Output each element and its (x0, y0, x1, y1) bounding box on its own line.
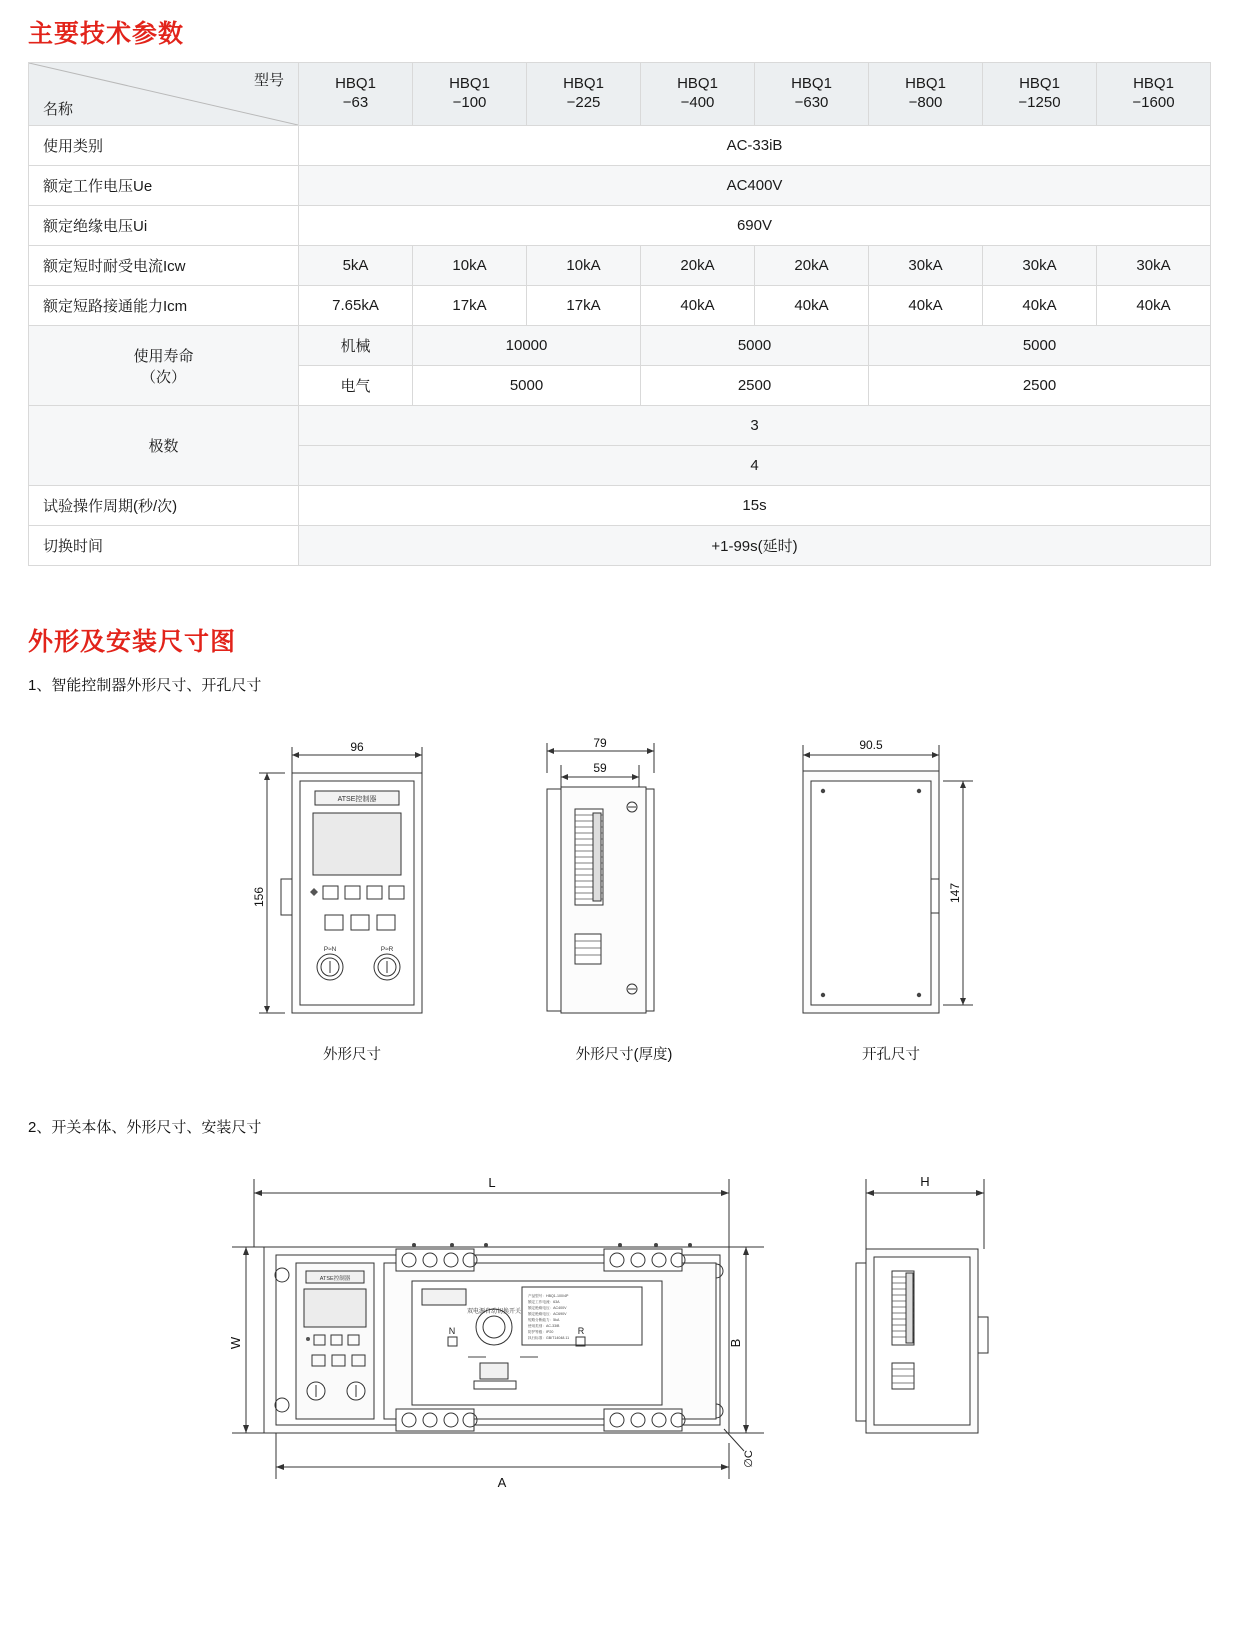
life-label-line1: 使用寿命 (133, 347, 194, 365)
header-corner-cell (29, 63, 299, 126)
row-value: 30kA (869, 246, 983, 286)
model-header-cell (527, 63, 641, 126)
svg-text:产品型号：HBQ1-100/4P: 产品型号：HBQ1-100/4P (528, 1294, 569, 1298)
row-value: 40kA (1097, 286, 1211, 326)
front-height-dim: 156 (252, 886, 266, 908)
diagonal-split-cell (29, 63, 298, 125)
subtitle-switch-dimensions: 2、开关本体、外形尺寸、安装尺寸 (28, 1119, 262, 1136)
model-top: HBQ1 (791, 75, 832, 93)
life-mech-value: 5000 (641, 326, 869, 366)
model-top: HBQ1 (905, 75, 946, 93)
row-value-span: +1-99s(延时) (299, 526, 1211, 566)
poles-value: 4 (299, 446, 1211, 486)
side-outer-dim: 79 (593, 736, 607, 750)
cutout-width-dim: 90.5 (859, 738, 883, 752)
model-bot: −630 (794, 94, 829, 111)
row-value-span: AC-33iB (299, 126, 1211, 166)
header-model-label: 型号 (253, 72, 284, 89)
switch-front-svg (224, 1167, 784, 1497)
page-root (0, 14, 1238, 1537)
row-label: 额定短时耐受电流Icw (29, 246, 299, 286)
model-top: HBQ1 (677, 75, 718, 93)
page-title-dimensions: 外形及安装尺寸图 (28, 628, 237, 656)
table-row (29, 486, 1211, 526)
row-value-span: 690V (299, 206, 1211, 246)
model-header-cell (1097, 63, 1211, 126)
dim-A: A (497, 1475, 507, 1490)
svg-text:额定绝缘电压：AC690V: 额定绝缘电压：AC690V (528, 1312, 567, 1316)
row-label: 试验操作周期(秒/次) (29, 486, 299, 526)
device-label: ATSE控制器 (337, 796, 377, 803)
model-top: HBQ1 (563, 75, 604, 93)
svg-text:额定工作电流：63A: 额定工作电流：63A (528, 1300, 560, 1304)
spec-table (28, 62, 1211, 566)
poles-label: 极数 (29, 406, 299, 486)
page-title-spec: 主要技术参数 (28, 20, 185, 48)
dim-H: H (920, 1174, 930, 1189)
life-elec-value: 2500 (641, 366, 869, 406)
dim-L: L (488, 1175, 496, 1190)
n-label: N (448, 1326, 456, 1336)
front-view-svg (237, 729, 467, 1029)
header-name-label: 名称 (43, 101, 74, 118)
model-top: HBQ1 (1019, 75, 1060, 93)
model-header-cell (755, 63, 869, 126)
row-value: 10kA (527, 246, 641, 286)
table-header-row (29, 63, 1211, 126)
row-value: 17kA (527, 286, 641, 326)
poles-value: 3 (299, 406, 1211, 446)
model-bot: −100 (452, 94, 487, 111)
svg-text:额定绝缘电压：AC400V: 额定绝缘电压：AC400V (528, 1306, 567, 1310)
model-bot: −63 (342, 94, 369, 111)
front-width-dim: 96 (350, 740, 364, 754)
table-row (29, 166, 1211, 206)
life-mech-label: 机械 (299, 326, 413, 366)
row-value: 10kA (413, 246, 527, 286)
model-top: HBQ1 (449, 75, 490, 93)
row-value: 30kA (983, 246, 1097, 286)
life-elec-value: 2500 (869, 366, 1211, 406)
model-header-cell (983, 63, 1097, 126)
table-row-poles-3 (29, 406, 1211, 446)
table-row (29, 126, 1211, 166)
table-row (29, 286, 1211, 326)
life-mech-value: 10000 (413, 326, 641, 366)
row-value-span: 15s (299, 486, 1211, 526)
table-row (29, 246, 1211, 286)
model-bot: −400 (680, 94, 715, 111)
side-view-caption: 外形尺寸(厚度) (575, 1047, 673, 1063)
life-label-cell (29, 326, 299, 406)
model-bot: −225 (566, 94, 601, 111)
subtitle-controller-dimensions: 1、智能控制器外形尺寸、开孔尺寸 (28, 677, 262, 694)
front-view-caption: 外形尺寸 (323, 1047, 381, 1063)
right-knob-label: P≈R (380, 946, 394, 953)
row-value: 40kA (641, 286, 755, 326)
model-bot: −800 (908, 94, 943, 111)
model-top: HBQ1 (1133, 75, 1174, 93)
row-label: 使用类别 (29, 126, 299, 166)
row-label: 额定短路接通能力Icm (29, 286, 299, 326)
row-label: 额定工作电压Ue (29, 166, 299, 206)
svg-text:防护等级：IP20: 防护等级：IP20 (528, 1330, 554, 1334)
table-row-life-mech (29, 326, 1211, 366)
row-value: 7.65kA (299, 286, 413, 326)
cutout-height-dim: 147 (948, 882, 962, 904)
life-elec-value: 5000 (413, 366, 641, 406)
dim-C: ∅C (743, 1450, 755, 1468)
table-row (29, 206, 1211, 246)
row-value: 30kA (1097, 246, 1211, 286)
model-header-cell (413, 63, 527, 126)
cutout-view-svg (781, 729, 1001, 1029)
row-value: 20kA (641, 246, 755, 286)
table-row (29, 526, 1211, 566)
model-header-cell (641, 63, 755, 126)
cutout-view-caption: 开孔尺寸 (862, 1047, 920, 1063)
model-top: HBQ1 (335, 75, 376, 93)
r-label: R (577, 1326, 585, 1336)
drawing-front-view (237, 729, 467, 1064)
side-inner-dim: 59 (593, 761, 607, 775)
drawing-group-controller (28, 729, 1210, 1064)
dim-W: W (228, 1336, 243, 1350)
row-value: 40kA (755, 286, 869, 326)
row-value-span: AC400V (299, 166, 1211, 206)
drawing-cutout-view (781, 729, 1001, 1064)
life-elec-label: 电气 (299, 366, 413, 406)
svg-text:短路分断能力：5kA: 短路分断能力：5kA (528, 1318, 560, 1322)
side-view-svg (529, 729, 719, 1029)
model-bot: −1600 (1132, 94, 1175, 111)
life-label-line2: （次） (140, 368, 186, 386)
life-mech-value: 5000 (869, 326, 1211, 366)
row-value: 40kA (869, 286, 983, 326)
svg-text:使用类别：AC-33iB: 使用类别：AC-33iB (528, 1324, 560, 1328)
model-bot: −1250 (1018, 94, 1061, 111)
model-header-cell (869, 63, 983, 126)
svg-text:执行标准：GB/T14048.11: 执行标准：GB/T14048.11 (528, 1336, 570, 1340)
row-value: 17kA (413, 286, 527, 326)
controller-label: ATSE控制器 (319, 1276, 351, 1282)
switch-side-svg (844, 1167, 1014, 1497)
row-value: 40kA (983, 286, 1097, 326)
center-label: 双电源自动切换开关 (466, 1309, 522, 1315)
row-value: 5kA (299, 246, 413, 286)
model-header-cell (299, 63, 413, 126)
dim-B: B (728, 1338, 743, 1348)
row-value: 20kA (755, 246, 869, 286)
drawing-side-view (529, 729, 719, 1064)
left-knob-label: P≈N (323, 946, 337, 953)
row-label: 额定绝缘电压Ui (29, 206, 299, 246)
row-label: 切换时间 (29, 526, 299, 566)
drawing-group-switch (28, 1167, 1210, 1497)
